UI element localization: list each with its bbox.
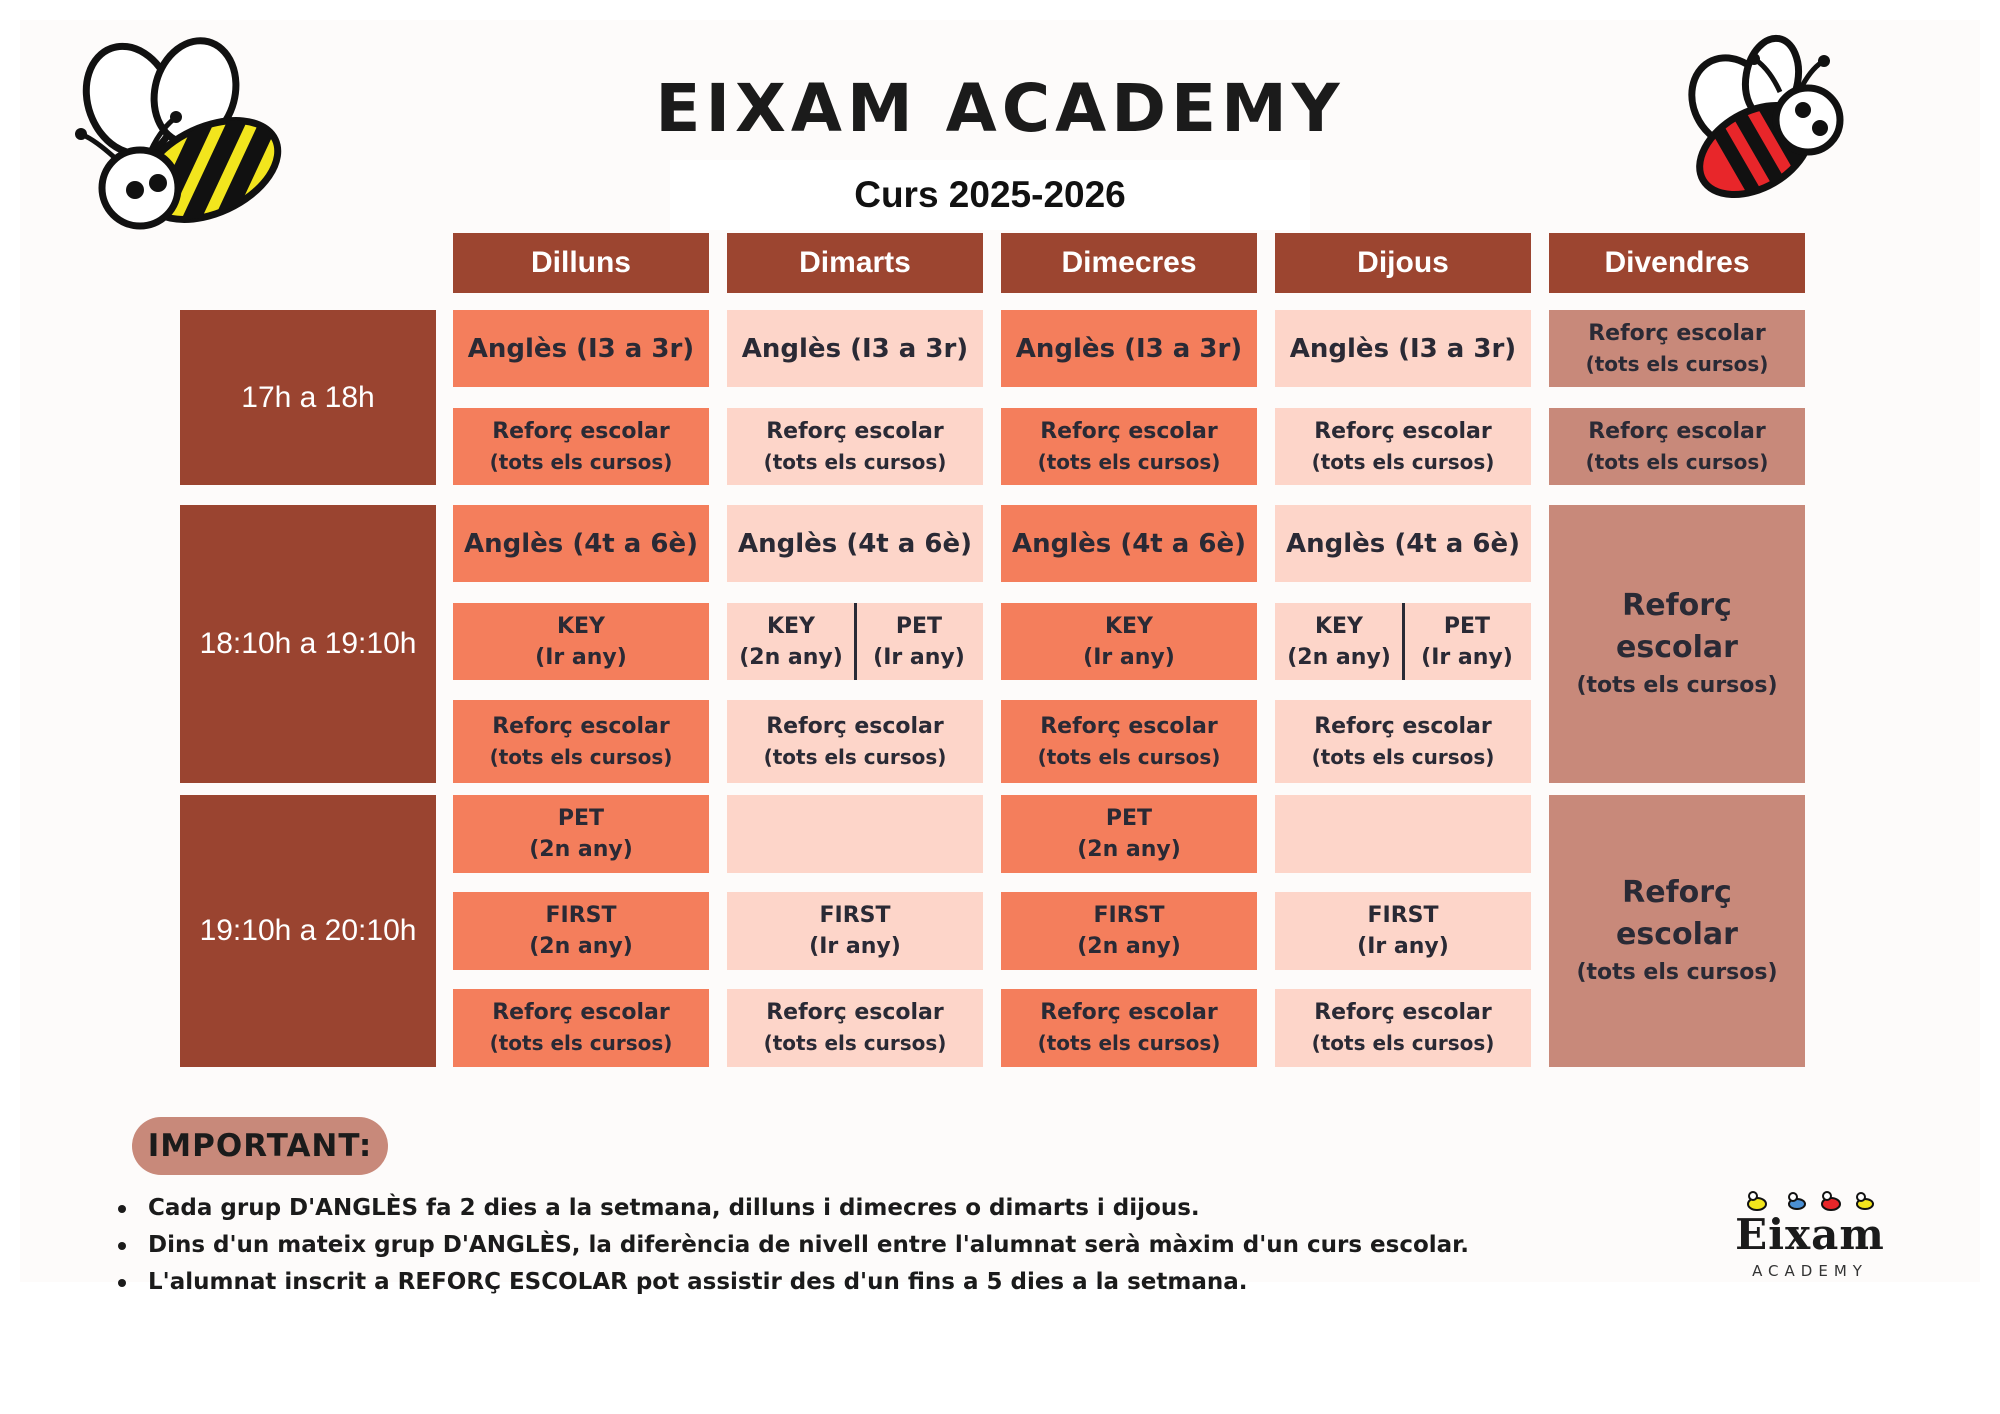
class-subtitle: (Ir any) <box>1421 644 1513 670</box>
class-subtitle: (2n any) <box>529 837 633 862</box>
class-title: Reforç escolar <box>766 418 944 444</box>
class-title: Reforç escolar <box>1588 418 1766 444</box>
class-title: Reforç escolar <box>1314 418 1492 444</box>
class-title: Reforç escolar <box>492 713 670 739</box>
class-cell <box>1001 408 1257 485</box>
yellow-bee-icon <box>55 30 295 230</box>
class-cell <box>453 795 709 873</box>
split-left <box>1275 603 1403 680</box>
class-subtitle: (tots els cursos) <box>763 1031 947 1055</box>
page-title: EIXAM ACADEMY <box>655 70 1345 147</box>
class-cell <box>1001 892 1257 970</box>
logo-wordmark: Eixam <box>1735 1210 1885 1259</box>
class-cell <box>1275 408 1531 485</box>
time-slot-1: 17h a 18h <box>180 310 436 485</box>
class-subtitle: (tots els cursos) <box>763 744 947 769</box>
empty-cell <box>1275 795 1531 873</box>
day-header-monday: Dilluns <box>453 233 709 293</box>
class-cell <box>727 892 983 970</box>
class-cell: Anglès (I3 a 3r) <box>1001 310 1257 387</box>
class-subtitle: (Ir any) <box>809 934 901 959</box>
class-subtitle: (tots els cursos) <box>1311 1031 1495 1055</box>
logo-subtitle: ACADEMY <box>1752 1262 1868 1280</box>
class-subtitle: (tots els cursos) <box>1576 673 1778 698</box>
class-title: Reforç escolar <box>1314 713 1492 739</box>
class-title: FIRST <box>1093 903 1165 928</box>
class-subtitle: (Ir any) <box>873 644 965 670</box>
class-cell <box>1001 603 1257 680</box>
split-right <box>1403 603 1531 680</box>
class-title: escolar <box>1616 917 1738 952</box>
eixam-logo <box>1735 1190 1885 1280</box>
class-title: PET <box>1443 613 1491 639</box>
class-cell: Anglès (I3 a 3r) <box>1275 310 1531 387</box>
class-title: escolar <box>1616 630 1738 665</box>
class-title: Reforç escolar <box>1588 320 1766 346</box>
class-title: Reforç escolar <box>1040 713 1218 739</box>
class-cell <box>453 892 709 970</box>
class-cell <box>1001 700 1257 783</box>
class-subtitle: (tots els cursos) <box>1311 744 1495 769</box>
class-subtitle: (tots els cursos) <box>489 744 673 769</box>
class-subtitle: (tots els cursos) <box>763 449 947 474</box>
class-cell <box>1549 505 1805 783</box>
note-item: Dins d'un mateix grup D'ANGLÈS, la diferència de nivell entre l'alumnat serà màxim d'un curs escolar. <box>114 1227 1469 1264</box>
class-cell: Anglès (4t a 6è) <box>727 505 983 582</box>
class-subtitle: (Ir any) <box>1083 644 1175 670</box>
class-title: Reforç escolar <box>492 1000 670 1025</box>
split-left <box>727 603 855 680</box>
schedule-sheet <box>20 20 1980 1295</box>
class-title: Reforç escolar <box>766 1000 944 1025</box>
time-slot-3: 19:10h a 20:10h <box>180 795 436 1067</box>
class-cell <box>727 989 983 1067</box>
class-subtitle: (tots els cursos) <box>1576 960 1778 985</box>
class-cell: Anglès (4t a 6è) <box>1001 505 1257 582</box>
time-slot-2: 18:10h a 19:10h <box>180 505 436 783</box>
class-cell: Anglès (4t a 6è) <box>1275 505 1531 582</box>
empty-cell <box>727 795 983 873</box>
class-subtitle: (Ir any) <box>535 644 627 670</box>
class-title: Reforç <box>1622 875 1732 910</box>
day-header-tuesday: Dimarts <box>727 233 983 293</box>
class-title: FIRST <box>819 903 891 928</box>
course-year: Curs 2025-2026 <box>670 160 1310 230</box>
class-cell <box>727 700 983 783</box>
red-bee-icon <box>1660 30 1860 220</box>
note-item: Cada grup D'ANGLÈS fa 2 dies a la setmana, dilluns i dimecres o dimarts i dijous. <box>114 1190 1469 1227</box>
important-badge: IMPORTANT: <box>132 1117 388 1175</box>
class-title: PET <box>895 613 943 639</box>
class-title: KEY <box>556 613 605 639</box>
class-subtitle: (2n any) <box>1287 644 1391 670</box>
class-title: Reforç escolar <box>1040 418 1218 444</box>
class-title: PET <box>1105 806 1153 831</box>
class-cell <box>1275 700 1531 783</box>
class-title: Reforç escolar <box>492 418 670 444</box>
class-subtitle: (2n any) <box>529 934 633 959</box>
class-subtitle: (2n any) <box>1077 934 1181 959</box>
class-title: KEY <box>766 613 815 639</box>
class-title: Reforç <box>1622 588 1732 623</box>
class-cell <box>1275 892 1531 970</box>
class-cell <box>1549 310 1805 387</box>
class-cell <box>1549 408 1805 485</box>
class-title: KEY <box>1104 613 1153 639</box>
class-cell <box>453 989 709 1067</box>
note-item: L'alumnat inscrit a REFORÇ ESCOLAR pot assistir des d'un fins a 5 dies a la setmana. <box>114 1264 1469 1301</box>
day-header-friday: Divendres <box>1549 233 1805 293</box>
class-title: PET <box>557 806 605 831</box>
class-cell <box>1275 989 1531 1067</box>
class-subtitle: (2n any) <box>1077 837 1181 862</box>
split-class-cell <box>1275 603 1531 680</box>
class-cell <box>1001 989 1257 1067</box>
class-subtitle: (tots els cursos) <box>489 449 673 474</box>
class-subtitle: (tots els cursos) <box>1585 449 1769 474</box>
class-title: Reforç escolar <box>1314 1000 1492 1025</box>
class-subtitle: (2n any) <box>739 644 843 670</box>
class-cell: Anglès (I3 a 3r) <box>727 310 983 387</box>
class-cell <box>1001 795 1257 873</box>
day-header-wednesday: Dimecres <box>1001 233 1257 293</box>
class-cell <box>453 700 709 783</box>
split-class-cell <box>727 603 983 680</box>
class-subtitle: (tots els cursos) <box>489 1031 673 1055</box>
split-right <box>855 603 983 680</box>
important-notes <box>114 1190 1469 1301</box>
class-cell <box>453 603 709 680</box>
class-subtitle: (tots els cursos) <box>1037 744 1221 769</box>
class-subtitle: (tots els cursos) <box>1037 449 1221 474</box>
class-cell <box>727 408 983 485</box>
class-title: FIRST <box>545 903 617 928</box>
class-title: Reforç escolar <box>766 713 944 739</box>
class-title: Reforç escolar <box>1040 1000 1218 1025</box>
class-cell: Anglès (I3 a 3r) <box>453 310 709 387</box>
class-subtitle: (tots els cursos) <box>1311 449 1495 474</box>
class-cell <box>1549 795 1805 1067</box>
class-subtitle: (tots els cursos) <box>1585 351 1769 376</box>
class-title: FIRST <box>1367 903 1439 928</box>
class-title: KEY <box>1314 613 1363 639</box>
class-subtitle: (tots els cursos) <box>1037 1031 1221 1055</box>
day-header-thursday: Dijous <box>1275 233 1531 293</box>
class-cell: Anglès (4t a 6è) <box>453 505 709 582</box>
class-subtitle: (Ir any) <box>1357 934 1449 959</box>
class-cell <box>453 408 709 485</box>
